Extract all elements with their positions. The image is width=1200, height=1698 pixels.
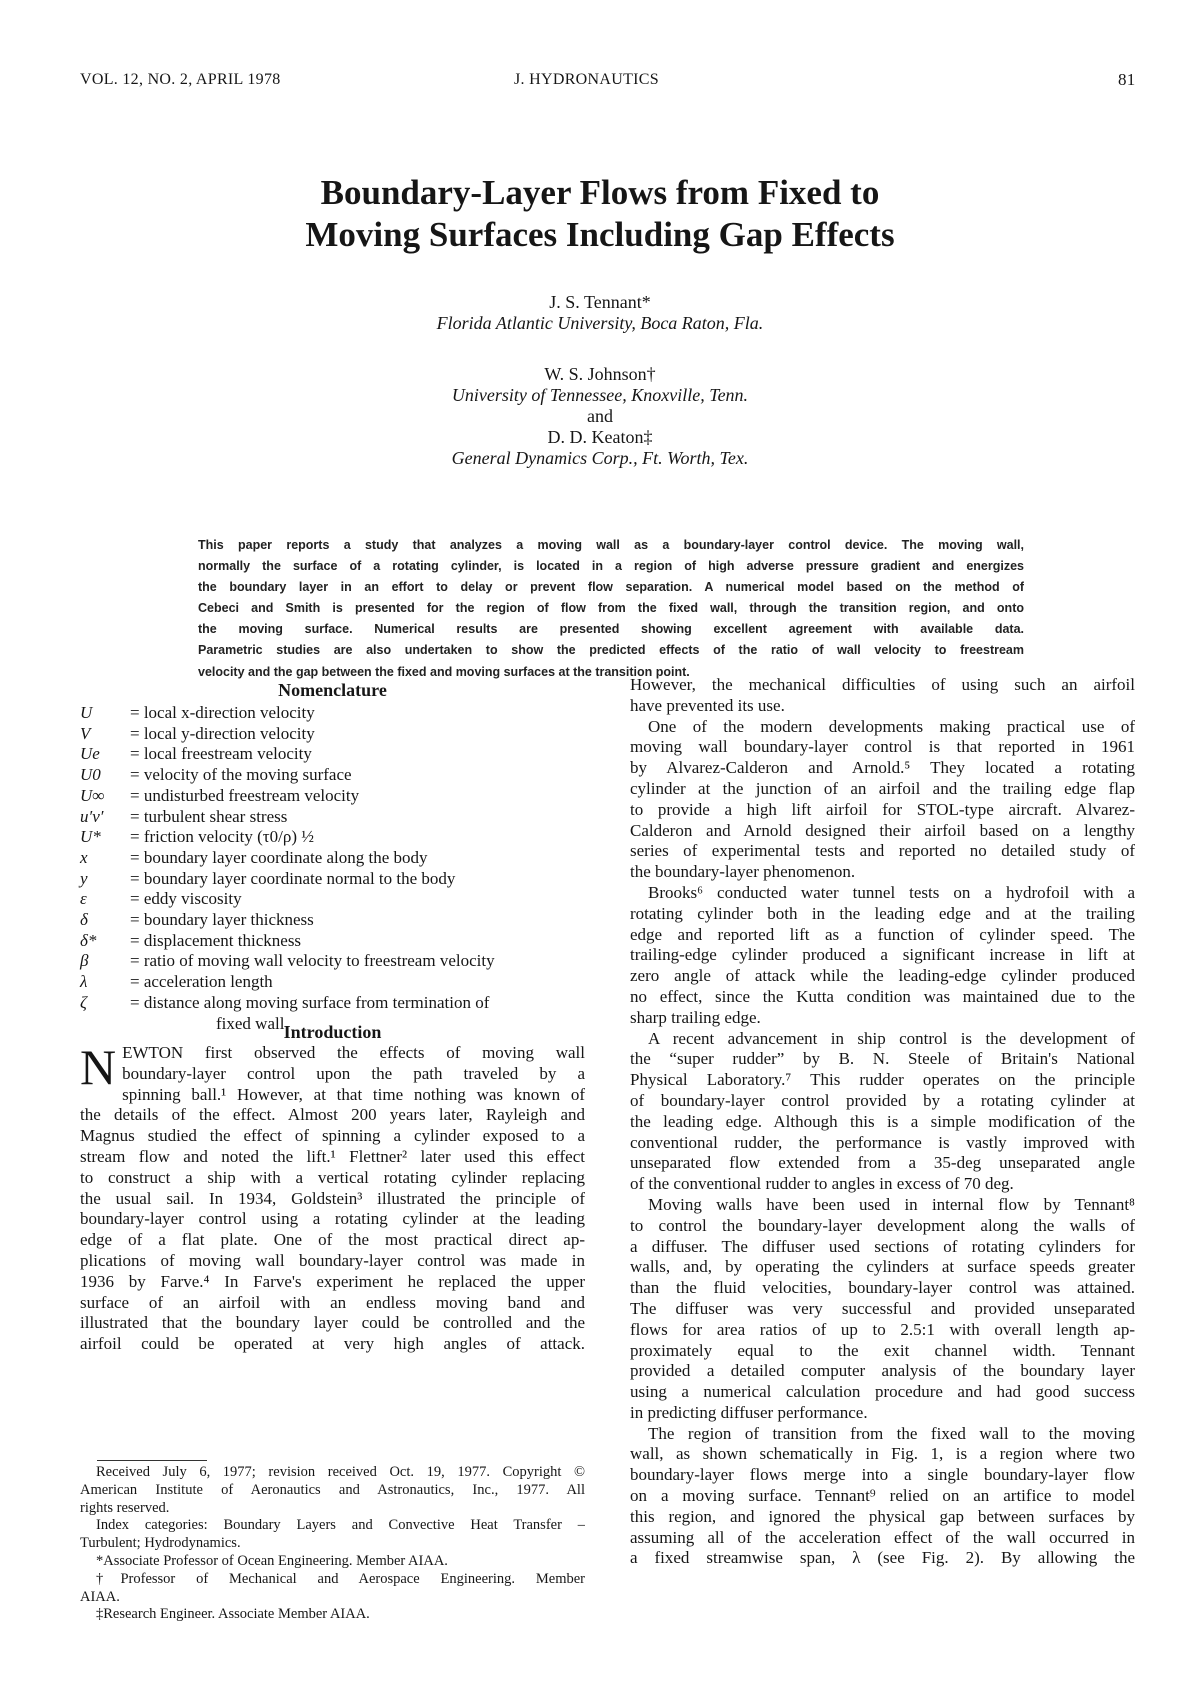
nomenclature-definition: = undisturbed freestream velocity	[130, 785, 360, 805]
footnote-line: ‡Research Engineer. Associate Member AIAA.	[96, 1606, 370, 1623]
paper-title	[0, 172, 1200, 256]
body-line: The region of transition from the fixed wall to the moving	[648, 1423, 1135, 1443]
nomenclature-entry	[80, 785, 585, 806]
body-line: trailing-edge cylinder produced a significant increase in lift at	[630, 945, 1135, 965]
nomenclature-symbol: U0	[80, 765, 101, 785]
nomenclature-symbol: ε	[80, 889, 87, 909]
abstract-line: Cebeci and Smith is presented for the region of flow from the fixed wall, through the transition region, and onto	[198, 601, 1024, 616]
abstract	[198, 535, 1024, 683]
paper-title-line-1: Boundary-Layer Flows from Fixed to	[320, 173, 880, 212]
body-line: Physical Laboratory.⁷ This rudder operates on the principle	[630, 1070, 1135, 1090]
nomenclature-entry	[80, 764, 585, 785]
nomenclature-entry	[80, 950, 585, 971]
body-line: wall, as shown schematically in Fig. 1, is a region where two	[630, 1444, 1135, 1464]
nomenclature-definition: = velocity of the moving surface	[130, 765, 352, 785]
body-line: Brooks⁶ conducted water tunnel tests on a hydrofoil with a	[648, 882, 1135, 902]
nomenclature-symbol: δ*	[80, 930, 97, 950]
footnote-line: Index categories: Boundary Layers and Convective Heat Transfer –	[96, 1517, 585, 1534]
footnote-rule	[97, 1460, 207, 1461]
nomenclature-symbol: V	[80, 723, 91, 743]
nomenclature-symbol: λ	[80, 972, 88, 992]
nomenclature-symbol: δ	[80, 910, 88, 929]
body-line: by Alvarez-Calderon and Arnold.⁵ They located a rotating	[630, 758, 1135, 778]
abstract-line: This paper reports a study that analyzes a moving wall as a boundary-layer control device. The moving wall,	[198, 538, 1024, 552]
body-line: on a moving surface. Tennant⁹ relied on an artifice to model	[630, 1486, 1135, 1506]
body-line: proximately equal to the exit channel width. Tennant	[630, 1340, 1135, 1360]
nomenclature-heading: Nomenclature	[278, 680, 387, 700]
introduction-text	[80, 1039, 585, 1355]
body-line: in predicting diffuser performance.	[630, 1402, 868, 1422]
nomenclature-definition: = distance along moving surface from termination of	[130, 992, 490, 1012]
nomenclature-entry	[80, 826, 585, 847]
nomenclature-entry	[80, 930, 585, 951]
introduction-line: boundary-layer control using a rotating cylinder at the leading	[80, 1209, 585, 1229]
introduction-line: Magnus studied the effect of spinning a cylinder exposed to a	[80, 1126, 585, 1146]
footnote-line: *Associate Professor of Ocean Engineering. Member AIAA.	[96, 1552, 448, 1569]
footnote-line: rights reserved.	[80, 1499, 170, 1516]
footnote-line: AIAA.	[80, 1588, 120, 1605]
body-line: zero angle of attack while the leading-edge cylinder produced	[630, 966, 1135, 986]
body-line: the leading edge. Although this is a simple modification of the	[630, 1111, 1135, 1131]
body-line: boundary-layer flows merge into a single boundary-layer flow	[630, 1465, 1135, 1485]
nomenclature-entry	[80, 909, 585, 930]
nomenclature-definition: = turbulent shear stress	[130, 806, 288, 826]
nomenclature-definition: fixed wall	[216, 1013, 285, 1033]
nomenclature-entry	[80, 806, 585, 827]
nomenclature-entry	[80, 723, 585, 744]
right-column-text	[630, 675, 1135, 1569]
abstract-line: velocity and the gap between the fixed and moving surfaces at the transition point.	[198, 664, 690, 679]
body-line: have prevented its use.	[630, 695, 785, 715]
nomenclature-definition: = eddy viscosity	[130, 889, 242, 909]
nomenclature-definition: = displacement thickness	[130, 930, 302, 950]
author-affiliation: General Dynamics Corp., Ft. Worth, Tex.	[451, 448, 749, 468]
paper-title-line-2: Moving Surfaces Including Gap Effects	[305, 215, 895, 254]
abstract-line: the moving surface. Numerical results are presented showing excellent agreement with available data.	[198, 622, 1024, 637]
introduction-line: illustrated that the boundary layer could be controlled and the	[80, 1313, 585, 1333]
nomenclature-definition: = ratio of moving wall velocity to freestream velocity	[130, 951, 495, 971]
introduction-line: airfoil could be operated at very high angles of attack.	[80, 1334, 585, 1354]
nomenclature-symbol: ζ	[80, 992, 87, 1012]
body-line: this region, and ignored the physical gap between surfaces by	[630, 1506, 1135, 1526]
footnote-line: †Professor of Mechanical and Aerospace Engineering. Member	[96, 1570, 585, 1587]
body-line: However, the mechanical difficulties of using such an airfoil	[630, 675, 1135, 694]
author-block	[0, 292, 1200, 469]
body-line: the “super rudder” by B. N. Steele of Britain's National	[630, 1049, 1135, 1069]
nomenclature-definition: = boundary layer coordinate along the body	[130, 847, 428, 867]
nomenclature-symbol: U*	[80, 827, 101, 847]
running-head-volume: VOL. 12, NO. 2, APRIL 1978	[80, 71, 281, 88]
nomenclature-definition: = acceleration length	[130, 972, 273, 992]
nomenclature-symbol: β	[80, 951, 89, 971]
nomenclature-entry	[80, 702, 585, 723]
nomenclature-definition: = friction velocity (τ0/ρ) ½	[130, 827, 314, 847]
body-line: walls, and, by operating the cylinders at surface speeds greater	[630, 1257, 1135, 1277]
introduction-line: edge of a flat plate. One of the most practical direct ap-	[80, 1230, 585, 1250]
body-line: assuming all of the acceleration effect of the wall occurred in	[630, 1527, 1135, 1547]
body-line: of the conventional rudder to angles in excess of 70 deg.	[630, 1174, 1014, 1194]
abstract-line: Parametric studies are also undertaken to show the predicted effects of the ratio of wall velocity to freestream	[198, 643, 1024, 658]
body-line: to provide a high lift airfoil for STOL-type aircraft. Alvarez-	[630, 799, 1135, 819]
nomenclature-entry	[80, 847, 585, 868]
nomenclature-symbol: U∞	[80, 785, 105, 805]
nomenclature-definition: = boundary layer coordinate normal to the body	[130, 868, 456, 888]
footnote-line: American Institute of Aeronautics and Astronautics, Inc., 1977. All	[80, 1481, 585, 1498]
introduction-line: spinning ball.¹ However, at that time nothing was known of	[122, 1084, 585, 1104]
introduction-line: the usual sail. In 1934, Goldstein³ illustrated the principle of	[80, 1188, 585, 1208]
body-line: The diffuser was very successful and provided unseparated	[630, 1298, 1135, 1318]
nomenclature-definition: = local freestream velocity	[130, 744, 312, 764]
body-line: flows for area ratios of up to 2.5:1 with overall length ap-	[630, 1319, 1135, 1339]
body-line: no effect, since the Kutta condition was maintained due to the	[630, 986, 1135, 1006]
footnote-line: Turbulent; Hydrodynamics.	[80, 1535, 241, 1552]
body-line: A recent advancement in ship control is the development of	[648, 1028, 1135, 1048]
footnote-line: Received July 6, 1977; revision received Oct. 19, 1977. Copyright ©	[96, 1464, 585, 1480]
body-line: moving wall boundary-layer control is that reported in 1961	[630, 737, 1135, 757]
nomenclature-entry	[80, 888, 585, 909]
body-line: using a numerical calculation procedure and had good success	[630, 1382, 1135, 1402]
nomenclature-definition: = local x-direction velocity	[130, 703, 315, 722]
body-line: a diffuser. The diffuser used sections of rotating cylinders for	[630, 1236, 1135, 1256]
body-line: the boundary-layer phenomenon.	[630, 862, 856, 882]
body-line: than the fluid velocities, boundary-layer control was attained.	[630, 1278, 1135, 1298]
nomenclature-symbol: u′v′	[80, 806, 104, 826]
introduction-heading: Introduction	[283, 1022, 382, 1042]
introduction-line: plications of moving wall boundary-layer control was made in	[80, 1250, 585, 1270]
body-line: rotating cylinder both in the leading edge and at the trailing	[630, 903, 1135, 923]
author-conjunction: and	[587, 406, 613, 426]
nomenclature-entry	[80, 868, 585, 889]
body-line: series of experimental tests and reported no detailed study of	[630, 841, 1135, 861]
nomenclature-symbol: Ue	[80, 744, 100, 764]
introduction-line: 1936 by Farve.⁴ In Farve's experiment he replaced the upper	[80, 1271, 585, 1291]
body-line: a fixed streamwise span, λ (see Fig. 2). By allowing the	[630, 1548, 1135, 1568]
nomenclature-symbol: y	[80, 868, 88, 888]
body-line: conventional rudder, the performance is vastly improved with	[630, 1132, 1135, 1152]
nomenclature-entry	[80, 992, 585, 1013]
body-line: Moving walls have been used in internal flow by Tennant⁸	[648, 1194, 1135, 1214]
introduction-line: stream flow and noted the lift.¹ Flettner² later used this effect	[80, 1146, 585, 1166]
nomenclature-symbol: x	[80, 847, 88, 867]
abstract-line: the boundary layer in an effort to delay or prevent flow separation. A numerical model based on the method of	[198, 580, 1024, 595]
nomenclature-definition: = local y-direction velocity	[130, 723, 315, 743]
nomenclature-symbol: U	[80, 703, 93, 722]
nomenclature-entry	[80, 743, 585, 764]
body-line: provided a detailed computer analysis of the boundary layer	[630, 1361, 1135, 1381]
footnotes	[80, 1464, 585, 1624]
introduction-line: boundary-layer control upon the path traveled by a	[122, 1063, 585, 1083]
body-line: sharp trailing edge.	[630, 1007, 761, 1027]
author-affiliation: Florida Atlantic University, Boca Raton, Fla.	[436, 313, 764, 333]
body-line: cylinder at the junction of an airfoil and the trailing edge flap	[630, 778, 1135, 798]
body-line: unseparated flow extended from a 35-deg unseparated angle	[630, 1153, 1135, 1173]
body-line: of boundary-layer control provided by a rotating cylinder at	[630, 1090, 1135, 1110]
introduction-line: the details of the effect. Almost 200 years later, Rayleigh and	[80, 1105, 585, 1125]
body-line: One of the modern developments making practical use of	[648, 716, 1135, 736]
body-line: to control the boundary-layer development along the walls of	[630, 1215, 1135, 1235]
abstract-line: normally the surface of a rotating cylinder, is located in a region of high adverse pressure gradient and energizes	[198, 559, 1024, 574]
body-line: Calderon and Arnold designed their airfoil based on a lengthy	[630, 820, 1135, 840]
nomenclature-entry	[80, 971, 585, 992]
introduction-line: surface of an airfoil with an endless moving band and	[80, 1292, 585, 1312]
author-name: W. S. Johnson†	[544, 364, 656, 384]
introduction-line: to construct a ship with a vertical rotating cylinder replacing	[80, 1167, 585, 1187]
author-name: J. S. Tennant*	[549, 292, 651, 312]
introduction-line: EWTON first observed the effects of moving wall	[122, 1043, 585, 1062]
author-affiliation: University of Tennessee, Knoxville, Tenn.	[451, 385, 749, 405]
running-head-journal: J. HYDRONAUTICS	[514, 71, 659, 88]
page-number: 81	[1118, 70, 1136, 89]
drop-cap: N	[80, 1039, 117, 1095]
body-line: edge and reported lift as a function of cylinder speed. The	[630, 924, 1135, 944]
nomenclature-definition: = boundary layer thickness	[130, 910, 314, 929]
author-name: D. D. Keaton‡	[547, 427, 653, 447]
